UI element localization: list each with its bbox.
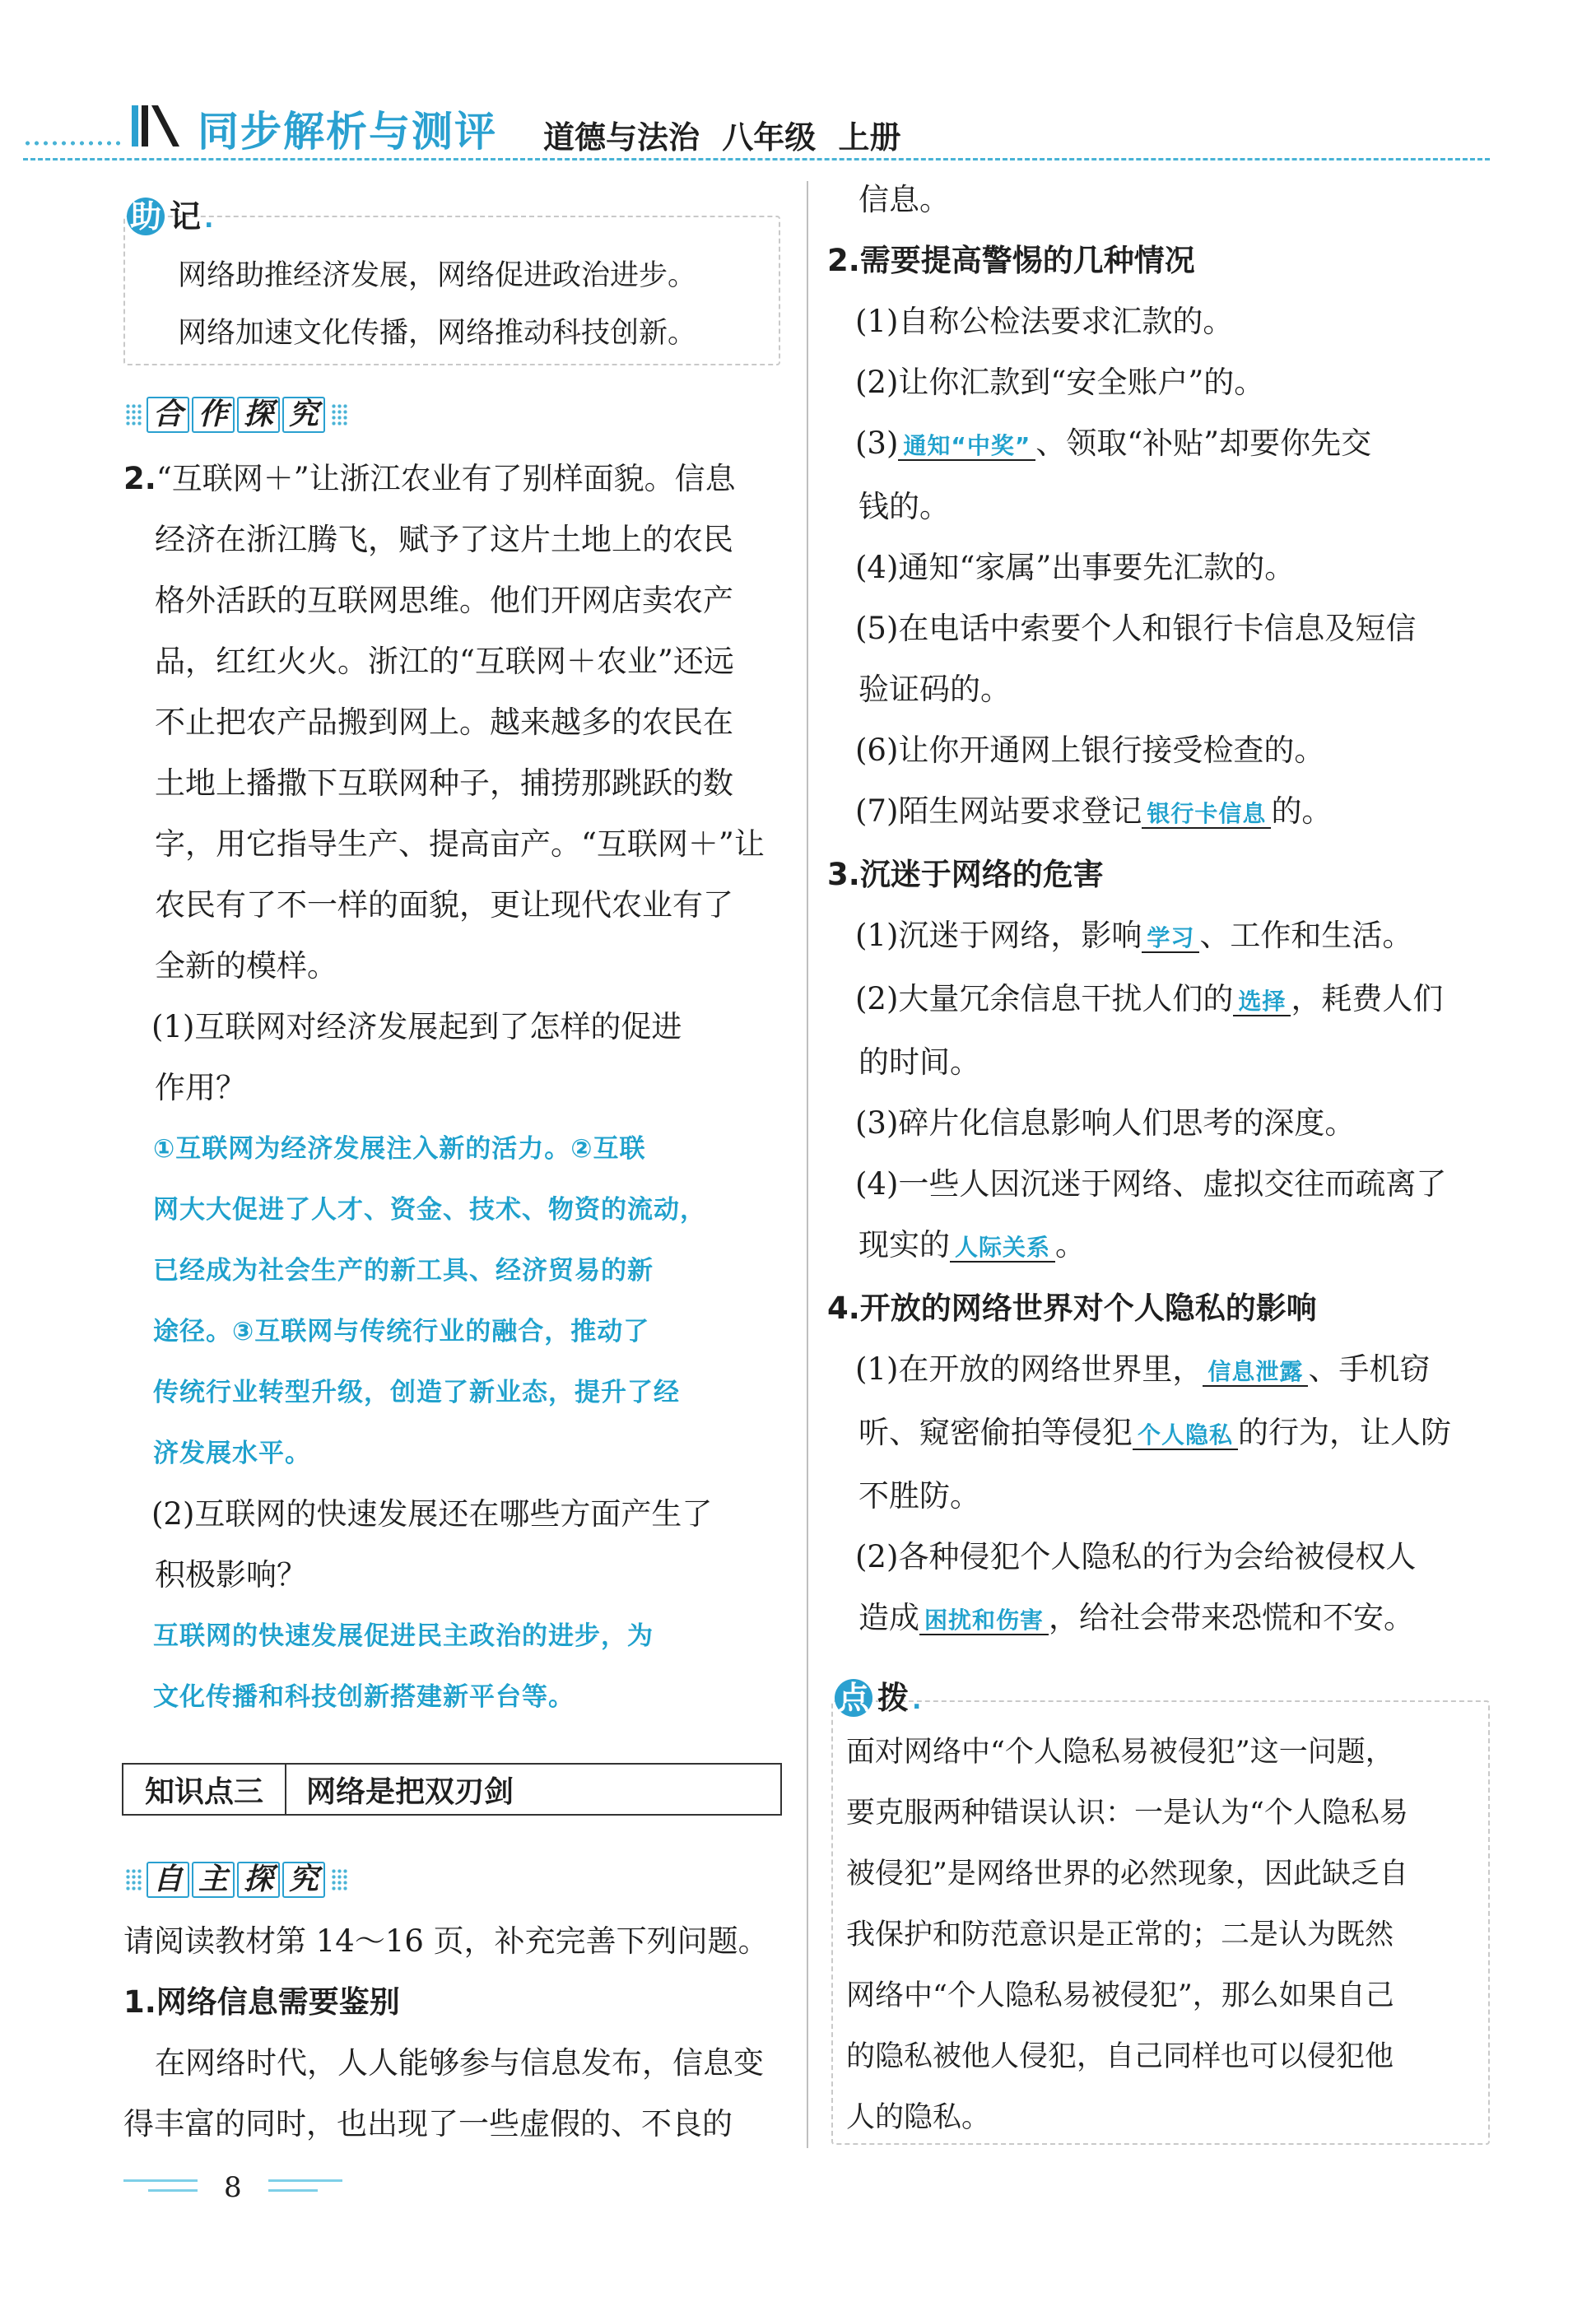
footer-line-left [148, 2189, 198, 2192]
memo-badge: 助 记 . [127, 198, 215, 235]
knowledge-point-bar [122, 1763, 782, 1816]
footer-line-right [268, 2189, 318, 2192]
page-number: 8 [224, 2171, 242, 2204]
answer-1-line: 传统行业转型升级，创造了新业态，提升了经 [153, 1378, 680, 1407]
fill-blank: 困扰和伤害 [919, 1607, 1049, 1635]
heading-1: 1.网络信息需要鉴别 [123, 1984, 400, 2020]
knowledge-point-title: 网络是把双刃剑 [306, 1774, 514, 1809]
fill-blank: 信息泄露 [1203, 1358, 1308, 1387]
coop-question: 2.“互联网＋”让浙江农业有了别样面貌。信息 经济在浙江腾飞，赋予了这片土地上的农民 格外活跃的互联网思维。他们开网店卖农产 品，红红火火。浙江的“互联网＋农业”还远 不止把农产品搬到网上。越来越多的农民在 土地上播撒下互联网种子，捕捞那跳跃的数 字，用它指导生产、提高亩产。“互联网＋”让 农民有了不一样的面貌，更让现代农业有了 全新的模样。 (1)互联网对经济发展起到了怎样的促进 作用？ ①互联网为经济发展注入新的活力。②互联 网大大促进了人才、资金、技术、物资的流动， 已经成为社会生产的新工具、经济贸易的新 途径。③互联网与传统行业的融合，推动了 传统行业转型升级，创造了新业态，提升了经 济发展水平。 (2)互联网的快速发展还在哪些方面产生了 积极影响？ 互联网的快速发展促进民主政治的进步，为 文化传播和科技创新搭建新平台等。 [123, 449, 798, 1728]
grade: 八年级 [722, 119, 817, 156]
fill-blank: 通知“中奖” [898, 432, 1035, 461]
header-divider [23, 158, 1490, 160]
memo-line-2: 网络加速文化传播，网络推动科技创新。 [178, 317, 697, 350]
right-column: 信息。 2.需要提高警惕的几种情况 (1)自称公检法要求汇款的。 (2)让你汇款到“安全账户”的。 (3) 通知“中奖” 、领取“补贴”却要你先交 钱的。 (4)通知“家属”出事要先汇款的。 (5)在电话中索要个人和银行卡信息及短信 验证码的。 (6)让你开通网上银行接受检查的。 (7)陌生网站要求登记 银行卡信息 的。 3.沉迷于网络的危害 (1)沉迷于网络，影响 学习 、工作和生活。 (2)大量冗余信息干扰人们的 选择 ，耗费人们 的时间。 (3)碎片化信息影响人们思考的深度。 (4)一些人因沉迷于网络、虚拟交往而疏离了 现实的 人际关系 。 4.开放的网络世界对个人隐私的影响 (1)在开放的网络世界里， 信息泄露 、手机窃 听、窥密偷拍等侵犯 个人隐私 的行为，让人防 不胜防。 (2)各种侵犯个人隐私的行为会给被侵权人 造成 困扰和伤害 ，给社会带来恐慌和不安。 [827, 170, 1494, 1651]
answer-2-line: 文化传播和科技创新搭建新平台等。 [153, 1682, 575, 1712]
tip-content: 面对网络中“个人隐私易被侵犯”这一问题， 要克服两种错误认识：一是认为“个人隐私易 被侵犯”是网络世界的必然现象，因此缺乏自 我保护和防范意识是正常的；二是认为既然 网络中“个人隐私易被侵犯”，那么如果自己 的隐私被他人侵犯，自己同样也可以侵犯他 人的隐私。 [846, 1736, 1408, 2134]
heading-3: 3.沉迷于网络的危害 [827, 857, 1104, 892]
volume: 上册 [838, 119, 901, 156]
answer-1-line: 途径。③互联网与传统行业的融合，推动了 [153, 1317, 650, 1346]
self-intro: 请阅读教材第 14～16 页，补充完善下列问题。 [123, 1923, 769, 1959]
heading-2: 2.需要提高警惕的几种情况 [827, 243, 1195, 278]
answer-1-line: 网大大促进了人才、资金、技术、物资的流动， [153, 1195, 706, 1225]
fill-blank: 银行卡信息 [1142, 800, 1271, 829]
memo-line-1: 网络助推经济发展，网络促进政治进步。 [178, 259, 697, 292]
book-title: 同步解析与测评 [198, 108, 497, 156]
knowledge-point-label: 知识点三 [123, 1765, 286, 1814]
answer-1-line: ①互联网为经济发展注入新的活力。②互联 [153, 1134, 646, 1164]
coop-section-tag: 合 作 探 究 [122, 397, 352, 433]
fill-blank: 选择 [1233, 988, 1291, 1016]
subject: 道德与法治 [543, 119, 700, 156]
footer-line-right [268, 2179, 342, 2182]
answer-1-line: 已经成为社会生产的新工具、经济贸易的新 [153, 1256, 654, 1286]
footer-line-left [123, 2179, 198, 2182]
self-section: 请阅读教材第 14～16 页，补充完善下列问题。 1.网络信息需要鉴别 在网络时代，人人能够参与信息发布，信息变 得丰富的同时，也出现了一些虚假的、不良的 [123, 1911, 798, 2155]
answer-2-line: 互联网的快速发展促进民主政治的进步，为 [153, 1621, 654, 1651]
fill-blank: 个人隐私 [1133, 1421, 1238, 1450]
book-subtitle [543, 112, 901, 157]
book-logo-icon [130, 100, 184, 151]
column-divider [807, 181, 808, 2148]
heading-4: 4.开放的网络世界对个人隐私的影响 [827, 1291, 1317, 1326]
self-section-tag: 自 主 探 究 [122, 1862, 352, 1898]
fill-blank: 学习 [1142, 924, 1199, 953]
answer-1-line: 济发展水平。 [153, 1439, 311, 1468]
fill-blank: 人际关系 [950, 1234, 1055, 1263]
header-dots [23, 140, 122, 146]
tip-badge: 点 拨 . [835, 1679, 923, 1717]
